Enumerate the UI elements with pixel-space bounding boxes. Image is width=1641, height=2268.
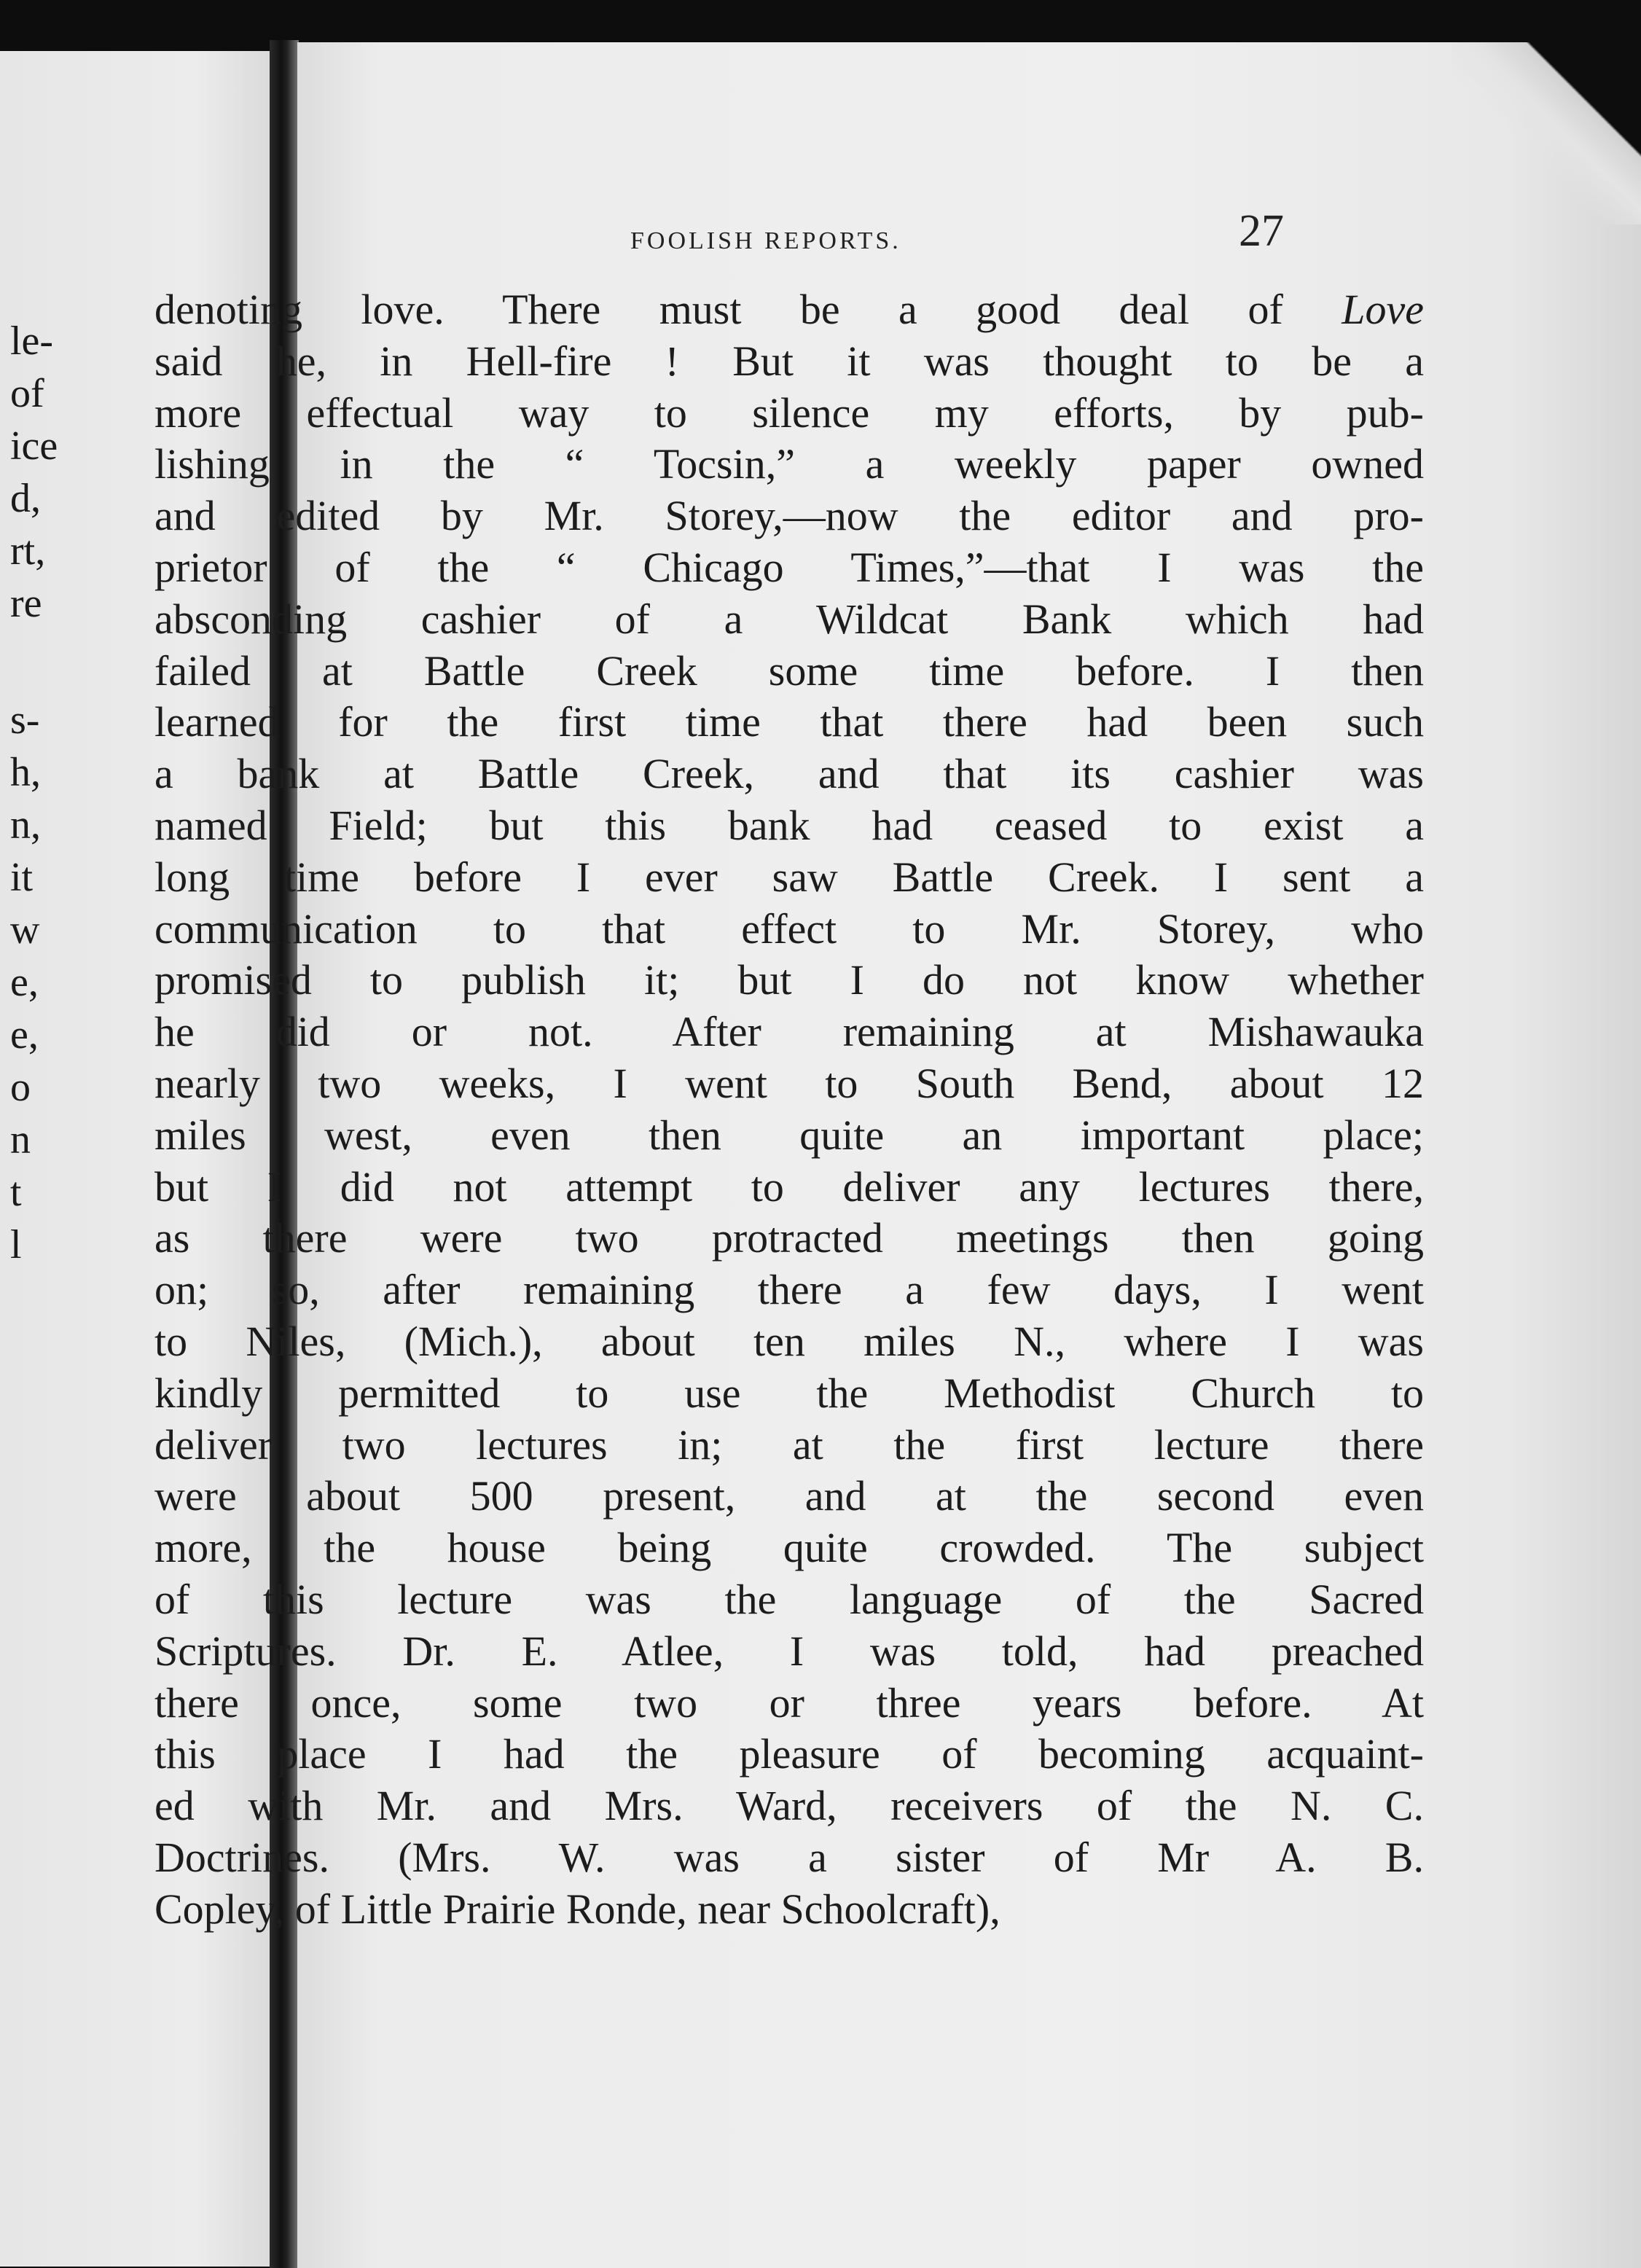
text-line: ed with Mr. and Mrs. Ward, receivers of the N. C. (154, 1782, 1424, 1830)
text-line: but I did not attempt to deliver any lectures there, (154, 1162, 1424, 1211)
fragment-text: n (10, 1117, 31, 1162)
fragment-text: s- (10, 697, 40, 743)
text-line: on; so, after remaining there a few days, I went (154, 1266, 1424, 1314)
fragment-text: l (10, 1222, 22, 1267)
text-line: to Niles, (Mich.), about ten miles N., where I was (154, 1317, 1424, 1365)
fragment-text: n, (10, 802, 41, 848)
text-line: Copley, of Little Prairie Ronde, near Schoolcraft), (154, 1885, 1000, 1933)
fragment-text: e, (10, 1012, 39, 1057)
fragment-text: o (10, 1065, 31, 1110)
text-line: of this lecture was the language of the Sacred (154, 1575, 1424, 1623)
fragment-text: rt, (10, 528, 46, 574)
page-number: 27 (1239, 206, 1284, 256)
fragment-text: d, (10, 476, 41, 521)
text-line: he did or not. After remaining at Mishawauka (154, 1008, 1424, 1056)
fragment-text: t (10, 1170, 22, 1215)
fragment-text: it (10, 855, 34, 900)
text-line: promised to publish it; but I do not know whether (154, 956, 1424, 1004)
text-line: more, the house being quite crowded. The subject (154, 1524, 1424, 1572)
text-line: lishing in the “ Tocsin,” a weekly paper owned (154, 440, 1424, 488)
text-line: more effectual way to silence my efforts, by pub- (154, 388, 1424, 437)
fragment-text: re (10, 581, 42, 626)
text-line: said he, in Hell-fire ! But it was thought to be a (154, 337, 1424, 385)
fragment-text: e, (10, 960, 39, 1005)
text-line: absconding cashier of a Wildcat Bank which had (154, 595, 1424, 643)
text-line: were about 500 present, and at the second even (154, 1472, 1424, 1520)
text-line: nearly two weeks, I went to South Bend, about 12 (154, 1059, 1424, 1107)
text-line: prietor of the “ Chicago Times,”—that I was the (154, 543, 1424, 591)
fragment-text: w (10, 907, 40, 953)
running-head: FOOLISH REPORTS. (630, 227, 901, 254)
text-line: learned for the first time that there had been such (154, 698, 1424, 746)
text-line: long time before I ever saw Battle Creek. I sent a (154, 853, 1424, 901)
text-line: deliver two lectures in; at the first lecture there (154, 1420, 1424, 1469)
fragment-text: le- (10, 318, 54, 364)
text-line: denoting love. There must be a good deal of Love (154, 286, 1424, 333)
text-line: as there were two protracted meetings then going (154, 1214, 1424, 1262)
fragment-text: h, (10, 750, 41, 795)
text-line: there once, some two or three years before. At (154, 1678, 1424, 1727)
page-header (153, 203, 1422, 275)
folded-corner (1452, 42, 1641, 224)
text-line: this place I had the pleasure of becoming acquaint- (154, 1730, 1424, 1778)
text-line: communication to that effect to Mr. Storey, who (154, 904, 1424, 953)
text-line: Doctrines. (Mrs. W. was a sister of Mr A. B. (154, 1833, 1424, 1881)
text-line: kindly permitted to use the Methodist Church to (154, 1369, 1424, 1417)
text-line: named Field; but this bank had ceased to exist a (154, 801, 1424, 849)
fragment-text: of (10, 371, 44, 416)
italic-word: Love (1342, 286, 1424, 333)
body-text (154, 284, 1424, 1936)
text-line: failed at Battle Creek some time before. I then (154, 646, 1424, 695)
text-line: Scriptures. Dr. E. Atlee, I was told, had preached (154, 1627, 1424, 1675)
text-line: and edited by Mr. Storey,—now the editor and pro- (154, 492, 1424, 540)
text-line: a bank at Battle Creek, and that its cashier was (154, 750, 1424, 798)
text-line: miles west, even then quite an important place; (154, 1111, 1424, 1159)
fragment-text: ice (10, 423, 58, 469)
